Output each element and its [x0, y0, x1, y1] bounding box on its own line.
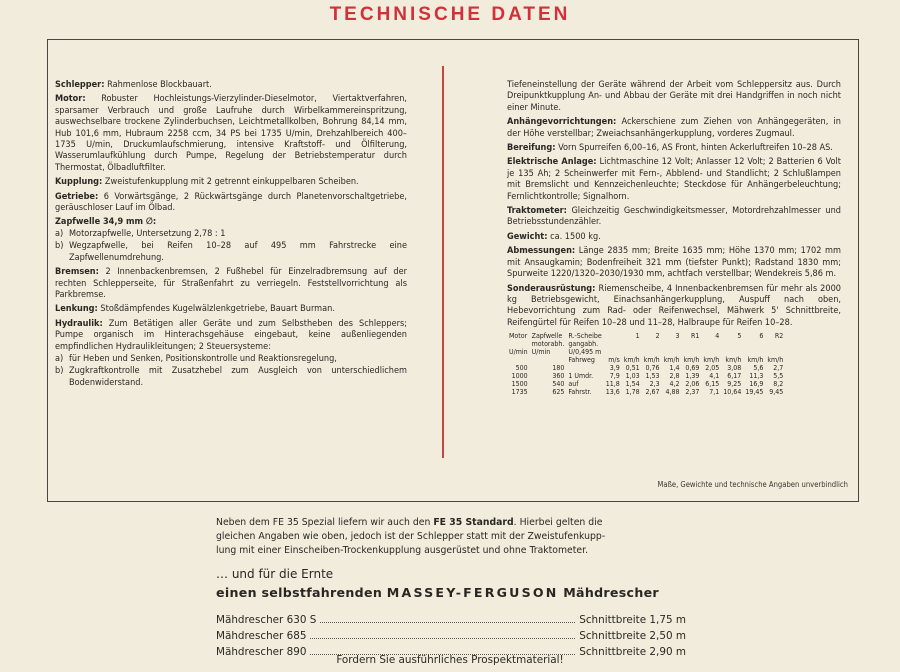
note-cell: auf — [568, 380, 579, 389]
standard-model-intro — [216, 516, 686, 558]
spec-motor: Motor: Robuster Hochleistungs-Vierzylinder-Dieselmotor, Viertaktverfahren, sparsamer Verbrauch und große Laufruhe durch Wirbelkammereinspritzung, auswechselbare trockene Zylinderbuchsen, Leichtmetallkolben, Bohrung 84,14 mm, Hub 101,6 mm, Hubraum 2258 ccm, 34 PS bei 1735 U/min, Drehzahlbereich 400–1735 U/min, Druckumlaufschmierung, intensive Kraftstoff- und Ölfilterung, Wasserumlaufkühlung durch Pumpe, Regelung der Betriebstemperatur durch Thermostat, Ölbadluftfilter. — [55, 94, 407, 173]
spec-kupplung: Kupplung: Zweistufenkupplung mit 2 getrennt einkuppelbaren Scheiben. — [55, 177, 359, 188]
spec-elektrik: Elektrische Anlage: Lichtmaschine 12 Volt; Anlasser 12 Volt; 2 Batterien 6 Volt je 135 Ah; 2 Scheinwerfer mit Fern-, Abblend- und Standlicht; 2 Schlußlampen mit Bremslicht und Kennzeichenleuchte; Steckdose für Anhängerbeleuchtung; Fernlichtkontrolle; Signalhorn. — [507, 157, 842, 202]
harvest-heading: … und für die Ernte — [216, 567, 334, 581]
list-item: Mähdrescher 630 S Schnittbreite 1,75 m — [216, 614, 686, 626]
spec-sonder: Sonderausrüstung: Riemenscheibe, 4 Innenbackenbremsen für mehr als 2000 kg Betriebsgewicht, Einachsanhängerkupplung, Auspuff nach oben, Hebevorrichtung zum Rad- oder Reifenwechsel, Mähwerk 5' Schnittbreite, Reifengürtel für Reifen 10–28 und 11–28, Halbraupe für Reifen 10–28. — [507, 283, 841, 328]
note-cell: 1 Umdr. — [568, 372, 594, 381]
note-cell: Fahrstr. — [568, 388, 592, 397]
note-cell — [566, 364, 603, 372]
speed-header-row: Fahrweg m/s km/h km/h km/h km/h km/h km/h km/h km/h — [568, 356, 784, 365]
zapfwelle-item: a) Motorzapfwelle, Untersetzung 2,78 : 1 — [55, 228, 226, 239]
left-column — [55, 80, 407, 390]
spec-zapfwelle: Zapfwelle 34,9 mm ∅: — [55, 217, 157, 228]
spec-gewicht: Gewicht: ca. 1500 kg. — [507, 231, 601, 242]
spec-getriebe: Getriebe: 6 Vorwärtsgänge, 2 Rückwärtsgänge durch Planetenvorschaltgetriebe, geräuschloser Lauf im Ölbad. — [55, 191, 407, 214]
speed-table — [507, 332, 785, 396]
speed-header-row: Motor Zapfwelle R.-Scheibe 1 2 3 R1 4 5 6 R2 — [509, 332, 784, 341]
spec-anhaenge: Anhängevorrichtungen: Ackerschiene zum Ziehen von Anhängegeräten, in der Höhe verstellbar; Zweiachsanhängerkupplung, vorderes Zugmaul. — [507, 117, 841, 139]
spec-bremsen: Bremsen: 2 Innenbackenbremsen, 2 Fußhebel für Einzelradbremsung auf der rechten Schlepperseite, für Straßenfahrt zu verriegeln. Feststellvorrichtung als Parkbremse. — [55, 267, 407, 300]
spec-lenkung: Lenkung: Stoßdämpfendes Kugelwälzlenkgetriebe, Bauart Burman. — [55, 304, 335, 315]
zapfwelle-item: b) Wegzapfwelle, bei Reifen 10–28 auf 495 mm Fahrstrecke eine Zapfwellenumdrehung. — [55, 241, 407, 263]
spec-traktometer: Traktometer: Gleichzeitig Geschwindigkeitsmesser, Motordrehzahlmesser und Betriebsstundenzähler. — [507, 206, 841, 228]
brochure-request-line: Fordern Sie ausführliches Prospektmaterial! — [336, 654, 564, 666]
table-row: 1500 540 auf 11,8 1,54 2,3 4,2 2,06 6,15 9,25 16,9 8,2 — [511, 380, 784, 389]
right-column — [507, 80, 841, 396]
intro-line: gleichen Angaben wie oben, jedoch ist der Schlepper statt mit der Zweistufenkupp- — [216, 531, 606, 542]
speed-header-row: motorabh. gangabh. — [531, 340, 599, 349]
spec-hydraulik-cont: Tiefeneinstellung der Geräte während der Arbeit vom Schleppersitz aus. Durch Dreipunktkupplung An- und Abbau der Geräte mit drei Handgriffen in noch nicht einer Minute. — [507, 80, 841, 113]
list-item: Mähdrescher 685 Schnittbreite 2,50 m — [216, 630, 686, 642]
table-row: 500 180 3,9 0,51 0,76 1,4 0,69 2,05 3,08 5,6 2,7 — [515, 364, 784, 373]
combine-model-list — [216, 610, 686, 658]
hydraulik-item: a) für Heben und Senken, Positionskontrolle und Reaktionsregelung, — [55, 353, 337, 364]
spec-schlepper: Schlepper: Rahmenlose Blockbauart. — [55, 80, 212, 90]
table-row: 1000 360 1 Umdr. 7,9 1,03 1,53 2,8 1,39 4,1 6,17 11,3 5,5 — [511, 372, 784, 381]
hydraulik-item: b) Zugkraftkontrolle mit Zusatzhebel zum Ausgleich von unterschiedlichem Bodenwiderstand. — [55, 366, 407, 388]
spec-abmessungen: Abmessungen: Länge 2835 mm; Breite 1635 mm; Höhe 1370 mm; 1702 mm mit Ansaugkamin; Bodenfreiheit 321 mm (tiefster Punkt); Radstand 1830 mm; Spurweite 1220/1320–2030/1930 mm, achtfach verstellbar; Wendekreis 5,86 m. — [507, 246, 841, 280]
intro-line: lung mit einer Einscheiben-Trockenkupplung ausgerüstet und ohne Traktometer. — [216, 545, 589, 556]
table-row: 1735 625 Fahrstr. 13,6 1,78 2,67 4,88 2,37 7,1 10,64 19,45 9,45 — [511, 388, 784, 397]
column-divider — [442, 66, 444, 458]
disclaimer-note: Maße, Gewichte und technische Angaben unverbindlich — [657, 480, 848, 489]
spec-hydraulik: Hydraulik: Zum Betätigen aller Geräte und zum Selbstheben des Schleppers; Pumpe organisch im Hinterachsgehäuse eingebaut, keine außenliegenden empfindlichen Hydraulikleitungen; 2 Steuersysteme: — [55, 318, 407, 352]
list-item: Mähdrescher 890 Schnittbreite 2,90 m — [216, 646, 686, 658]
dot-leader — [320, 622, 575, 623]
dot-leader — [310, 638, 575, 639]
massey-ferguson-heading: einen selbstfahrenden MASSEY-FERGUSON Mähdrescher — [216, 585, 659, 600]
intro-line: Neben dem FE 35 Spezial liefern wir auch den FE 35 Standard. Hierbei gelten die — [216, 517, 603, 528]
spec-bereifung: Bereifung: Vorn Spurreifen 6,00–16, AS Front, hinten Ackerluftreifen 10–28 AS. — [507, 143, 833, 154]
page-title: TECHNISCHE DATEN — [329, 4, 571, 25]
speed-header-row: U/min U/min U/0,495 m — [509, 348, 602, 357]
